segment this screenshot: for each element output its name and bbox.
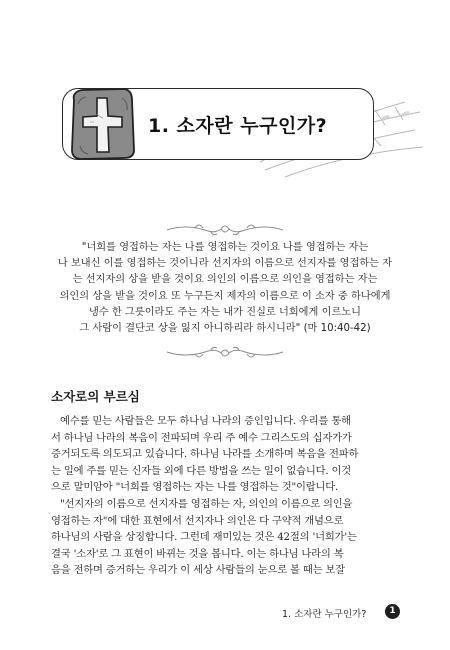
body-text [51,413,397,579]
scripture-quote [20,240,430,337]
quote-line: 는 선지자의 상을 받을 것이요 의인의 이름으로 의인을 영접하는 자는 [72,274,378,286]
running-title: 1. 소자란 누구인가? [282,609,367,620]
quote-line: "너희를 영접하는 자는 나를 영접하는 것이요 나를 영접하는 자는 [81,242,369,253]
cross-icon [66,84,138,164]
body-line: 음을 전하며 증거하는 우리가 이 세상 사람들의 눈으로 볼 때는 보잘 [51,564,345,577]
section-heading: 소자로의 부르심 [51,389,140,404]
body-line: 하나님의 사람을 상징합니다. 그런데 재미있는 것은 42절의 '너희가'는 [51,531,357,544]
body-line: 서 하나님 나라의 복음이 전파되며 우리 주 예수 그리스도의 십자가가 [51,431,352,444]
bottom-flourish-ornament-icon [165,342,285,362]
body-line: 증거되도록 의도되고 있습니다. 하나님 나라를 소개하며 복음을 전파하 [51,448,359,461]
body-line: 예수를 믿는 사람들은 모두 하나님 나라의 증인입니다. 우리를 통해 [60,415,351,427]
quote-line: 냉수 한 그릇이라도 주는 자는 내가 진실로 너희에게 이르노니 [89,306,361,318]
chapter-title: 1. 소자란 누구인가? [148,115,328,137]
quote-line: 그 사람이 결단코 상을 잃지 아니하리라 하시니라" (마 10:40-42) [79,323,371,335]
top-flourish-ornament-icon [165,220,285,240]
body-line: 영접하는 자"에 대한 표현에서 선지자나 의인은 다 구약적 개념으로 [51,514,344,527]
page-number-badge: 1 [385,604,400,619]
body-line: 는 일에 주를 믿는 신자들 외에 다른 방법을 쓰는 일이 없습니다. 이것 [51,464,352,477]
body-line: "선지자의 이름으로 선지자를 영접하는 자, 의인의 이름으로 의인을 [60,497,353,510]
body-line: 으로 말미암아 "너희를 영접하는 자는 나를 영접하는 것"이랍니다. [51,481,339,494]
quote-line: 나 보내신 이를 영접하는 것이니라 선지자의 이름으로 선지자를 영접하는 자 [57,258,393,270]
body-line: 결국 '소자'로 그 표현이 바뀌는 것을 봅니다. 이는 하나님 나라의 복 [51,547,344,560]
quote-line: 의인의 상을 받을 것이요 또 누구든지 제자의 이름으로 이 소자 중 하나에게 [59,290,391,302]
